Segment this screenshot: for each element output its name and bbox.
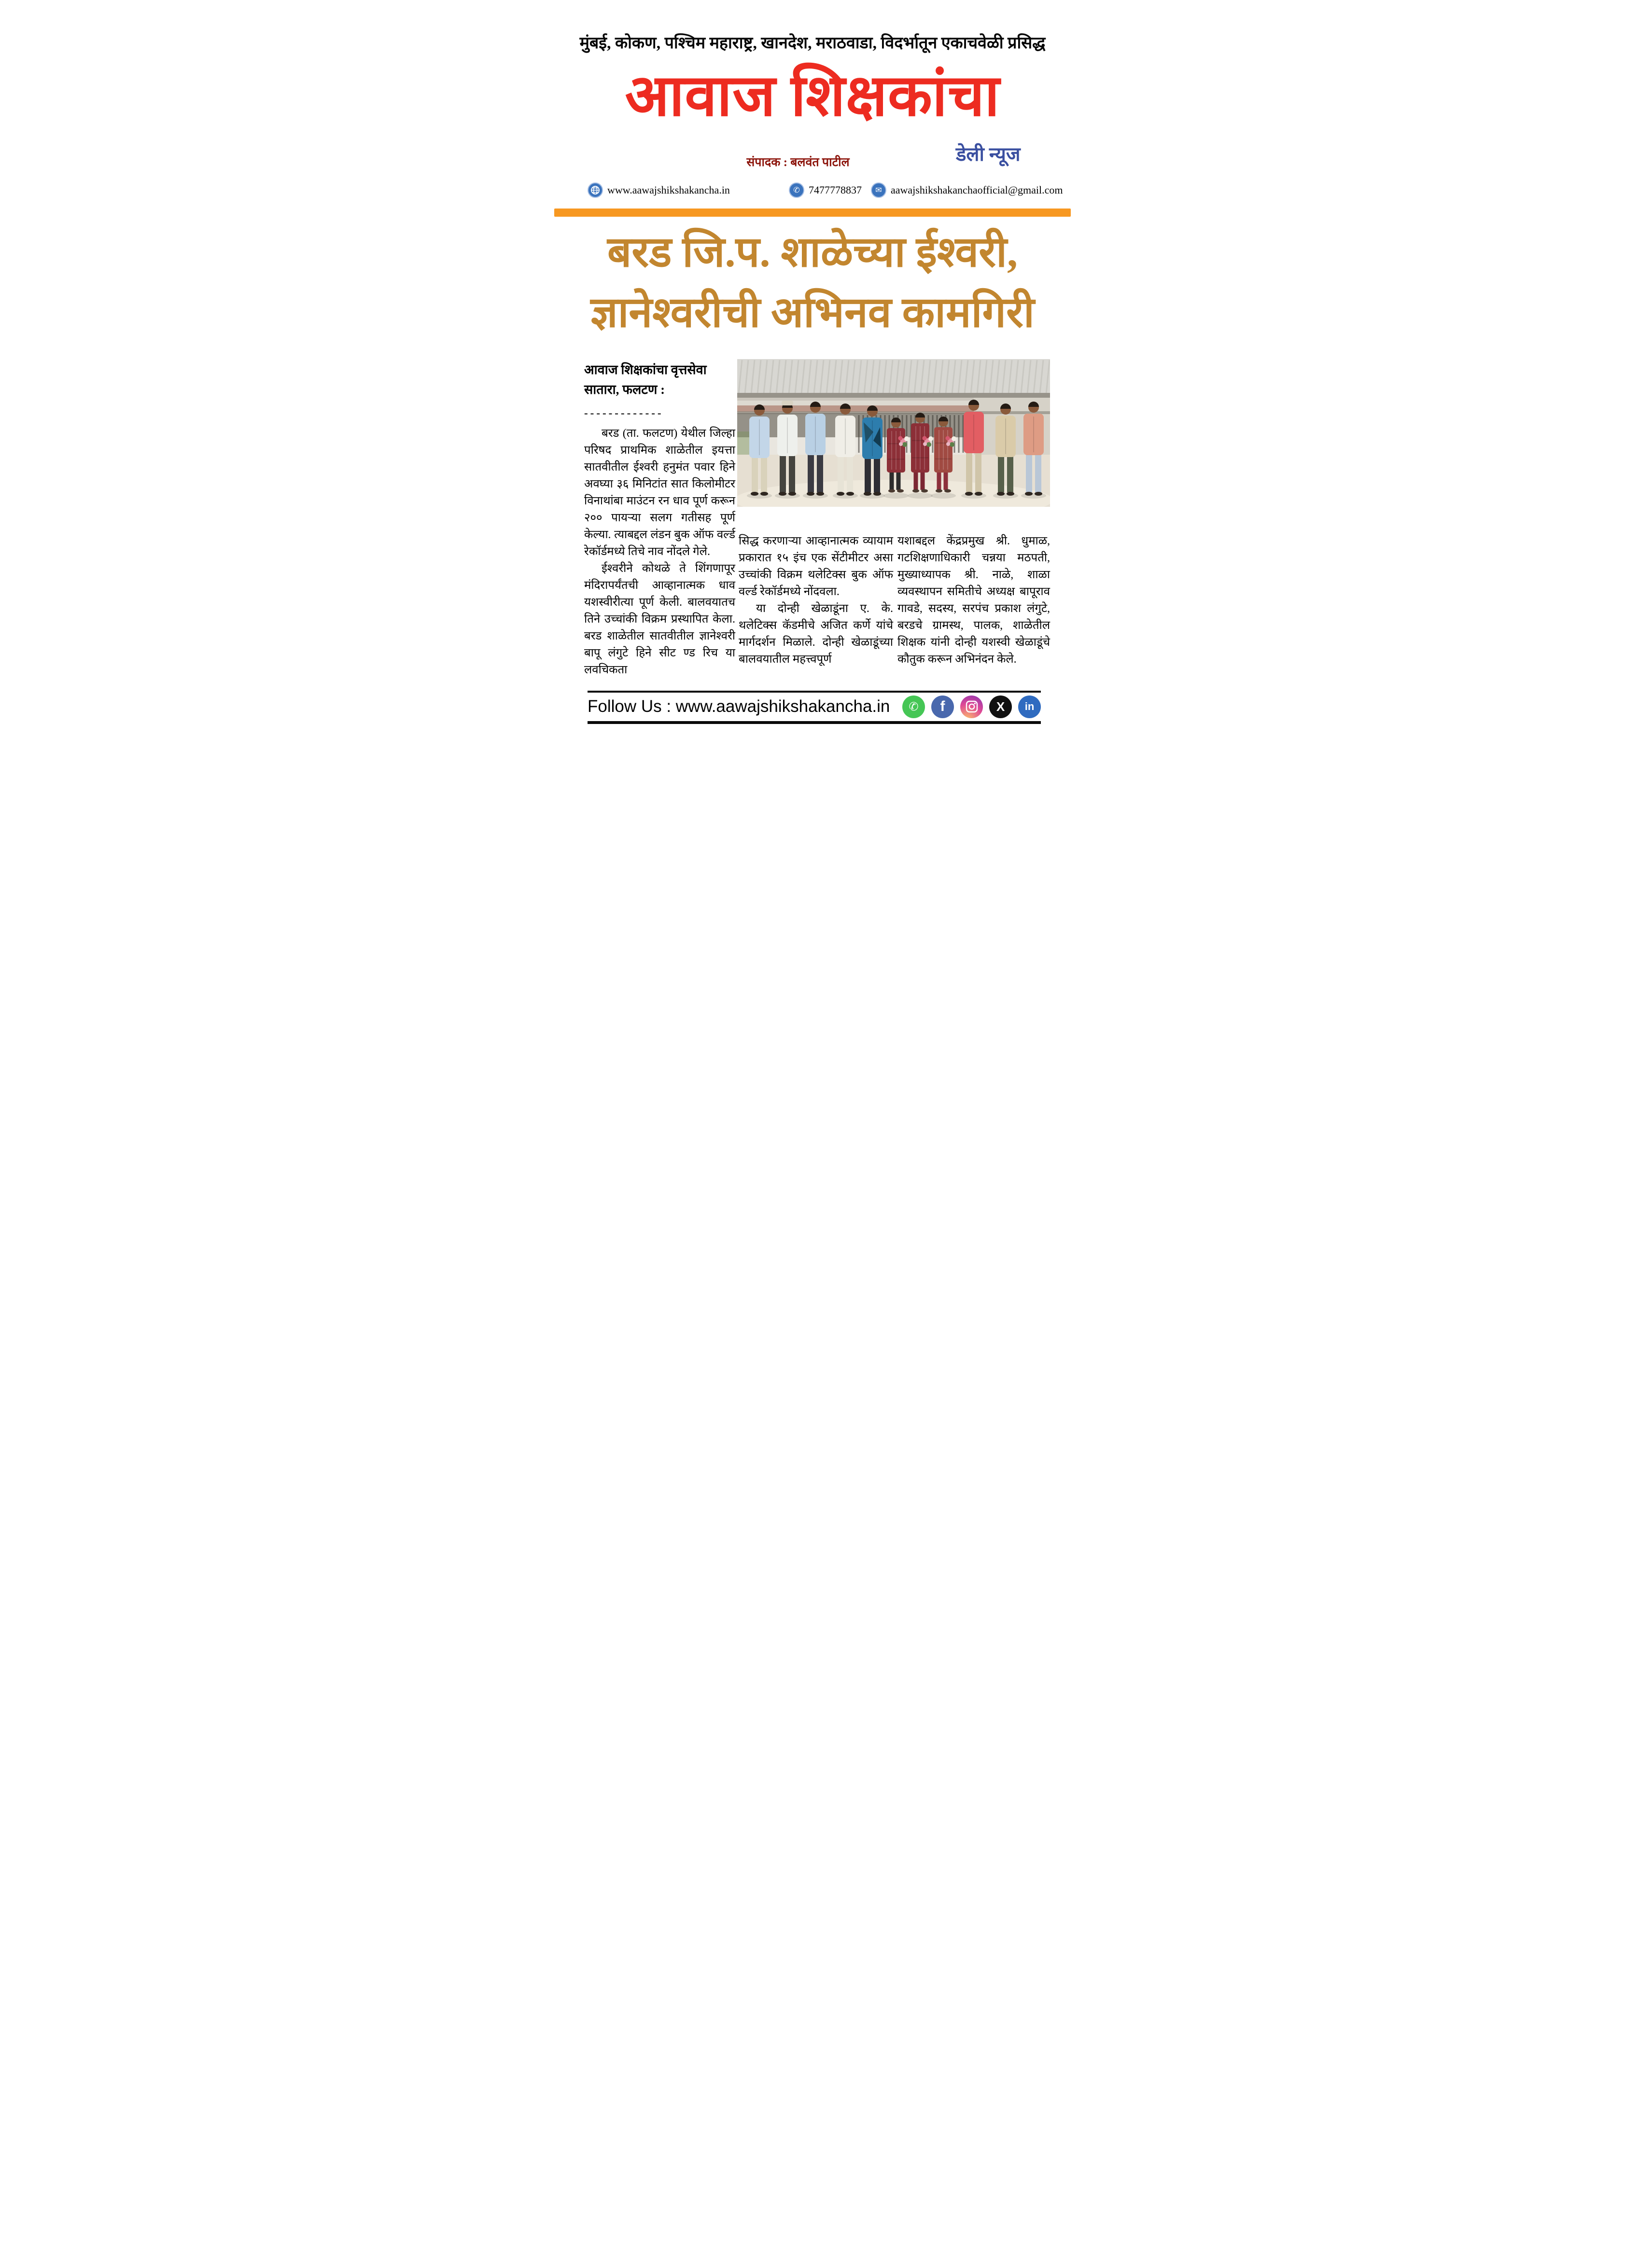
follow-us-text: Follow Us : www.aawajshikshakancha.in [588,697,890,716]
orange-divider [554,209,1071,217]
article-column-3 [897,533,1050,668]
contact-phone [789,181,862,200]
website-text: www.aawajshikshakancha.in [607,184,730,196]
headline-line1: बरड जि.प. शाळेच्या ईश्वरी, [607,229,1018,276]
byline-separator: ------------- [584,407,664,419]
main-headline [542,223,1083,344]
edition-tagline: मुंबई, कोकण, पश्चिम महाराष्ट्र, खानदेश, मराठवाडा, विदर्भातून एकाचवेळी प्रसिद्ध [579,34,1046,52]
paragraph: सिद्ध करणाऱ्या आव्हानात्मक व्यायाम प्रकारात १५ इंच एक सेंटीमीटर असा उच्चांकी विक्रम थलेटिक्स बुक ऑफ वर्ल्ड रेकॉर्डमध्ये नोंदवला. [739,535,893,598]
email-text: aawajshikshakanchaofficial@gmail.com [891,184,1063,196]
editor-line: संपादक : बलवंत पाटील [746,156,850,169]
social-icons [902,696,1041,718]
phone-text: 7477778837 [809,184,862,196]
x-twitter-icon: X [989,696,1012,718]
footer-top-rule [588,691,1041,693]
byline-line1: आवाज शिक्षकांचा वृत्तसेवा [584,362,707,377]
byline-line2: सातारा, फलटण : [584,382,665,397]
contact-bar [542,181,1083,201]
group-photo-illustration [737,359,1050,507]
email-icon: ✉ [871,182,886,198]
article-body [542,358,1083,691]
edition-name: डेली न्यूज [956,143,1021,165]
contact-email [871,181,1063,200]
contact-website [588,181,730,200]
instagram-icon [960,696,983,718]
paragraph: ईश्वरीने कोथळे ते शिंगणापूर मंदिरापर्यंतची आव्हानात्मक धाव यशस्वीरीत्या पूर्ण केली. बालवयातच तिने उच्चांकी विक्रम प्रस्थापित केला. बरड शाळेतील सातवीतील ज्ञानेश्वरी बापू लंगुटे हिने सीट ण्ड रिच या लवचिकता [584,562,735,676]
newspaper-page [542,0,1083,756]
whatsapp-icon: ✆ [902,696,925,718]
article-column-2 [739,533,893,668]
paragraph: या दोन्ही खेळाडूंना ए. के. थलेटिक्स कॅडमीचे अजित कर्णे यांचे मार्गदर्शन मिळाले. दोन्ही खेळाडूंच्या बालवयातील महत्त्वपूर्ण [739,602,893,666]
article-photo [737,359,1050,507]
phone-icon: ✆ [789,182,804,198]
linkedin-icon: in [1018,696,1041,718]
article-column-1 [584,360,735,679]
headline-line2: ज्ञानेश्वरीची अभिनव कामगिरी [590,289,1035,336]
facebook-icon: f [931,696,954,718]
byline [584,360,735,399]
masthead-title: आवाज शिक्षकांचा [625,64,1000,128]
footer-bottom-rule [588,721,1041,724]
footer-bar [588,694,1041,720]
paragraph: यशाबद्दल केंद्रप्रमुख श्री. धुमाळ, गटशिक्षणाधिकारी चन्नया मठपती, मुख्याध्यापक श्री. नाळे, शाळा व्यवस्थापन समितीचे अध्यक्ष बापूराव गावडे, सदस्य, सरपंच प्रकाश लंगुटे, बरडचे ग्रामस्थ, पालक, शाळेतील शिक्षक यांनी दोन्ही यशस्वी खेळाडूंचे कौतुक करून अभिनंदन केले. [897,535,1050,666]
globe-icon [588,182,603,198]
paragraph: बरड (ता. फलटण) येथील जिल्हा परिषद प्राथमिक शाळेतील इयत्ता सातवीतील ईश्वरी हनुमंत पवार हिने अवघ्या ३६ मिनिटांत सात किलोमीटर विनाथांबा माउंटन रन धाव पूर्ण करून २०० पायऱ्या सलग गतीसह पूर्ण केल्या. त्याबद्दल लंडन बुक ऑफ वर्ल्ड रेकॉर्डमध्ये तिचे नाव नोंदले गेले. [584,427,735,558]
